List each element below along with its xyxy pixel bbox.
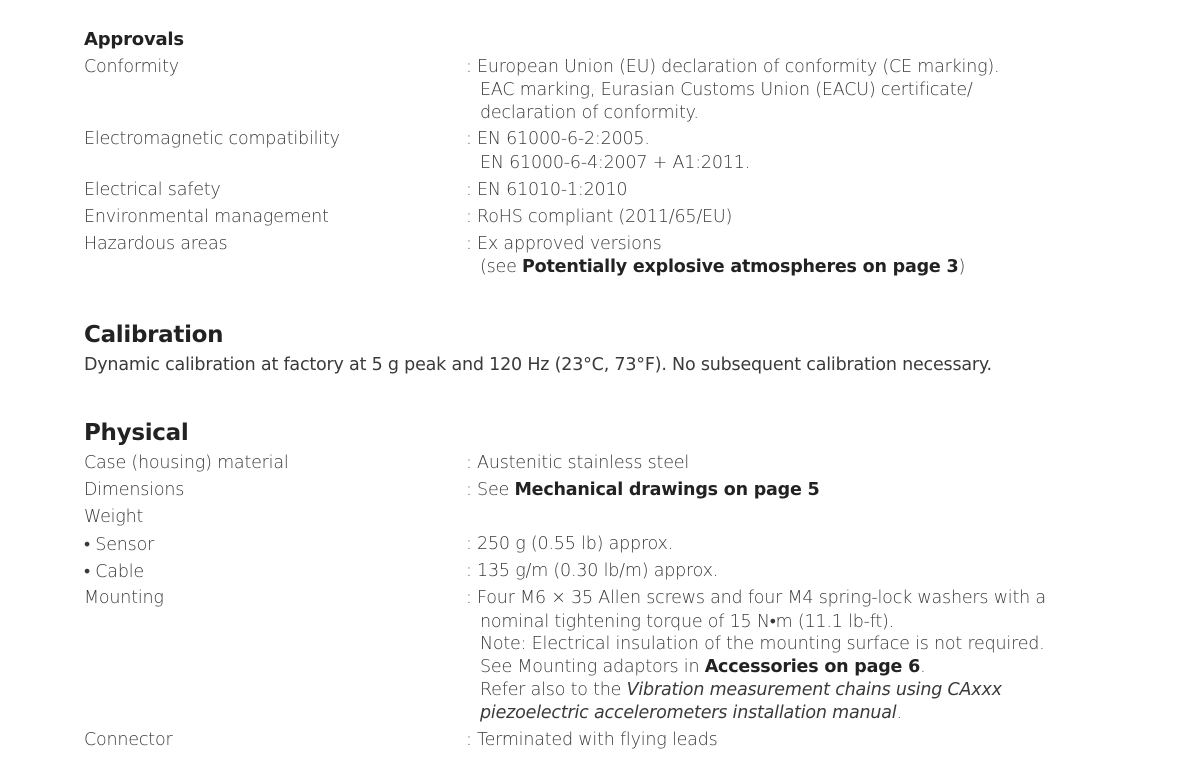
case-material-value: : Austenitic stainless steel — [466, 453, 689, 473]
cable-weight-label: • Cable — [84, 562, 144, 582]
sensor-weight-value: : 250 g (0.55 lb) approx. — [466, 534, 674, 554]
hazardous-value-line2 — [480, 257, 965, 277]
mounting-value-line1: : Four M6 × 35 Allen screws and four M4 spring-lock washers with a — [466, 588, 1046, 608]
mounting-line6-period: . — [896, 703, 902, 723]
conformity-value-line2: EAC marking, Eurasian Customs Union (EACU) certificate/ — [480, 80, 973, 100]
mounting-value-line2: nominal tightening torque of 15 N•m (11.1 lb-ft). — [480, 612, 895, 632]
mechanical-drawings-link[interactable]: Mechanical drawings on page 5 — [514, 480, 820, 500]
mounting-value-line5 — [480, 680, 1002, 700]
dimensions-see-text: : See — [466, 480, 515, 500]
approvals-heading: Approvals — [84, 29, 184, 50]
hazardous-value-line1: : Ex approved versions — [466, 234, 662, 254]
hazardous-label: Hazardous areas — [84, 234, 228, 254]
hazardous-page-link[interactable]: Potentially explosive atmospheres on page 3 — [522, 257, 959, 277]
conformity-value-line1: : European Union (EU) declaration of conformity (CE marking). — [466, 57, 1000, 77]
mounting-value-line3: Note: Electrical insulation of the mounting surface is not required. — [480, 634, 1045, 654]
sensor-weight-label: • Sensor — [84, 535, 155, 555]
connector-label: Connector — [84, 730, 173, 750]
physical-heading: Physical — [84, 420, 189, 446]
accessories-link[interactable]: Accessories on page 6 — [704, 657, 921, 677]
emc-value-line2: EN 61000-6-4:2007 + A1:2011. — [480, 153, 750, 173]
mounting-adaptors-text: See Mounting adaptors in — [480, 657, 705, 677]
connector-value: : Terminated with flying leads — [466, 730, 718, 750]
mounting-value-line4 — [480, 657, 925, 677]
emc-label: Electromagnetic compatibility — [84, 129, 340, 149]
case-material-label: Case (housing) material — [84, 453, 289, 473]
dimensions-value — [466, 480, 820, 500]
calibration-heading: Calibration — [84, 322, 224, 348]
conformity-label: Conformity — [84, 57, 179, 77]
mounting-label: Mounting — [84, 588, 164, 608]
conformity-value-line3: declaration of conformity. — [480, 103, 699, 123]
hazardous-close-paren: ) — [958, 257, 966, 277]
cable-weight-value: : 135 g/m (0.30 lb/m) approx. — [466, 561, 719, 581]
emc-value-line1: : EN 61000-6-2:2005. — [466, 129, 650, 149]
environmental-label: Environmental management — [84, 207, 329, 227]
environmental-value: : RoHS compliant (2011/65/EU) — [466, 207, 733, 227]
dimensions-label: Dimensions — [84, 480, 185, 500]
manual-title-part1: Vibration measurement chains using CAxxx — [626, 680, 1002, 700]
calibration-text: Dynamic calibration at factory at 5 g peak and 120 Hz (23°C, 73°F). No subsequent calibration necessary. — [84, 355, 992, 375]
refer-also-text: Refer also to the — [480, 680, 627, 700]
manual-title-part2: piezoelectric accelerometers installation manual — [480, 703, 897, 723]
mounting-value-line6 — [480, 703, 902, 723]
weight-label: Weight — [84, 507, 144, 527]
hazardous-see-text: (see — [480, 257, 523, 277]
electrical-safety-value: : EN 61010-1:2010 — [466, 180, 628, 200]
electrical-safety-label: Electrical safety — [84, 180, 221, 200]
mounting-line4-period: . — [920, 657, 926, 677]
